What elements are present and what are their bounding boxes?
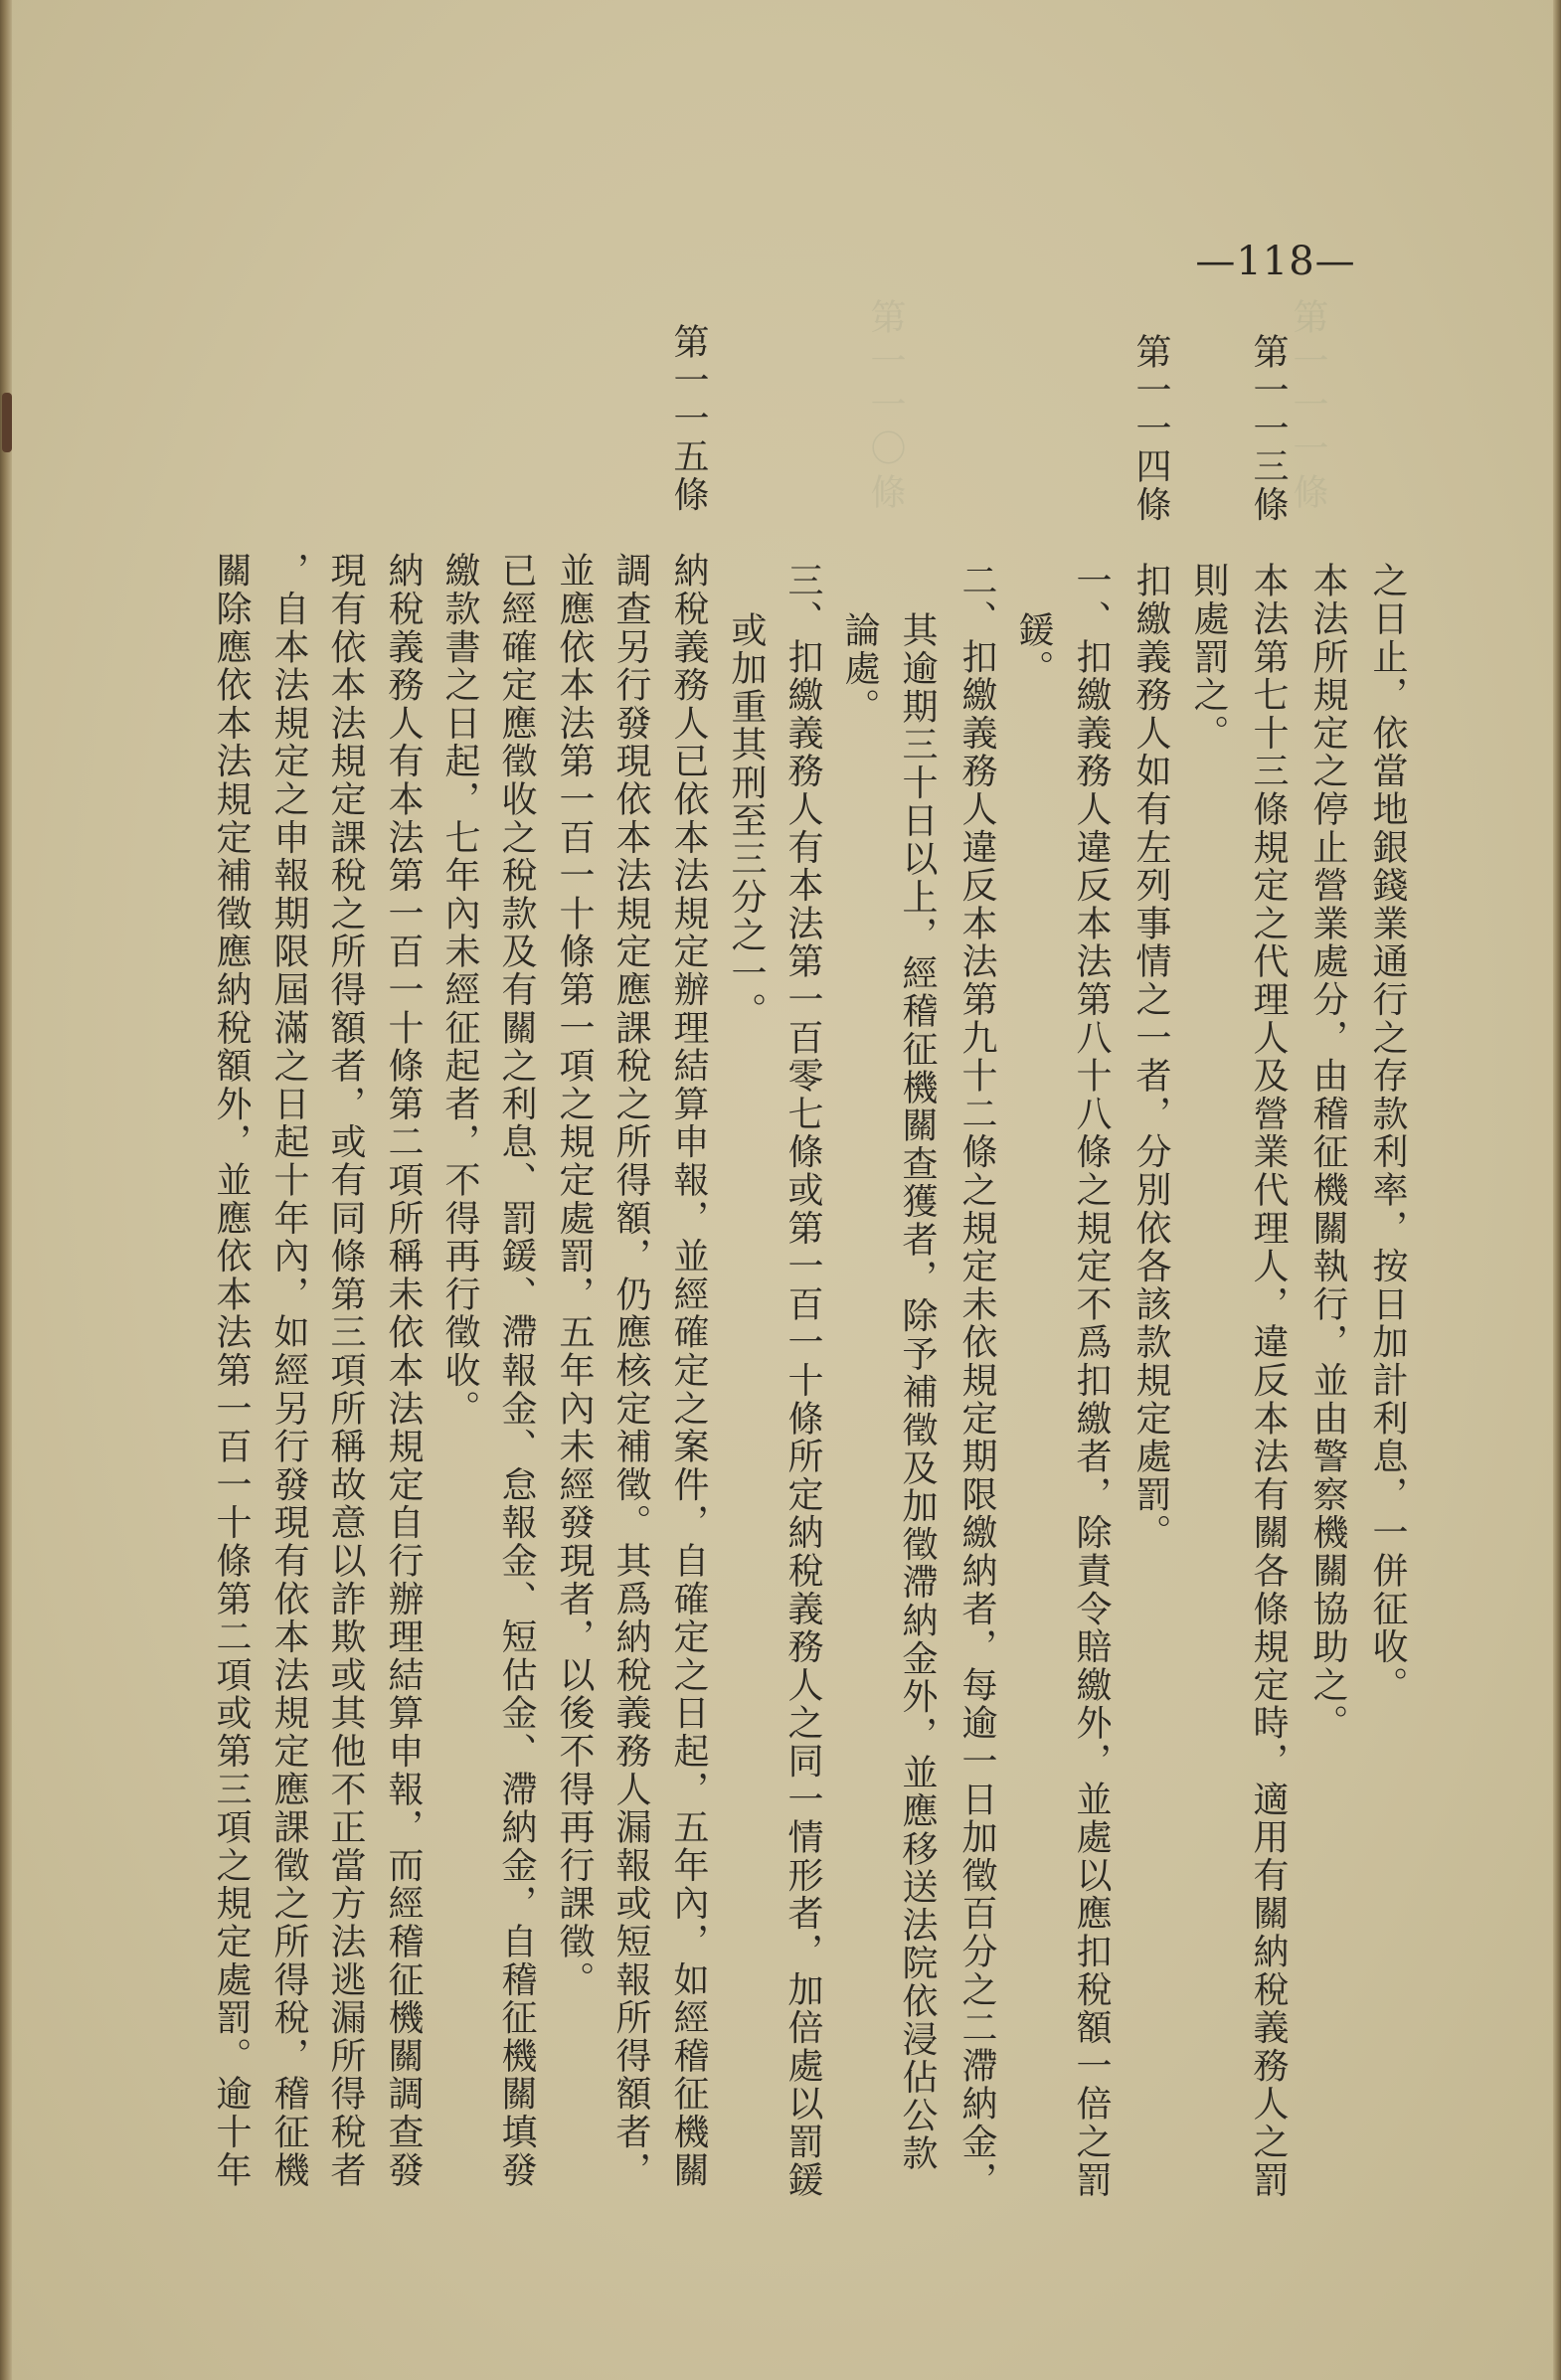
text-column: 並應依本法第一百一十條第一項之規定處罰，五年內未經發現者，以後不得再行課徵。 [554, 552, 595, 1999]
list-item-continuation: 鍰。 [1013, 611, 1054, 688]
bleed-through-text: 第一一〇條 [865, 298, 906, 517]
text-column: 調查另行發現依本法規定應課稅之所得額，仍應核定補徵。其爲納稅義務人漏報或短報所得額者， [610, 552, 651, 2189]
bleed-through-text: 第一一一條 [1288, 298, 1328, 692]
text-column: 則處罰之。 [1188, 562, 1229, 753]
page-right-edge [1553, 0, 1561, 2380]
list-item: 一、扣繳義務人違反本法第八十八條之規定不爲扣繳者，除責令賠繳外，並處以應扣稅額一倍之罰 [1071, 562, 1112, 2199]
binding-edge [0, 0, 12, 2380]
text-column: 繳款書之日起，七年內未經征起者，不得再行徵收。 [439, 552, 480, 1428]
text-column: 扣繳義務人如有左列事情之一者，分別依各該款規定處罰。 [1130, 562, 1171, 1552]
text-column: 本法第七十三條規定之代理人及營業代理人，違反本法有關各條規定時，適用有關納稅義務人之罰 [1248, 562, 1289, 2199]
page-number: —118— [1195, 239, 1356, 284]
article-header: 第一一四條 [1130, 333, 1171, 524]
text-column: 本法所規定之停止營業處分，由稽征機關執行，並由警察機關協助之。 [1307, 562, 1348, 1743]
text-column: 現有依本法規定課稅之所得額者，或有同條第三項所稱故意以詐欺或其他不正當方法逃漏所得稅者 [325, 552, 366, 2189]
list-item-continuation: 論處。 [839, 611, 880, 726]
list-item-continuation: 或加重其刑至三分之一。 [726, 611, 767, 1031]
text-column: 關除應依本法規定補徵應納稅額外，並應依本法第一百一十條第二項或第三項之規定處罰。逾十年 [211, 552, 252, 2189]
text-column: 納稅義務人已依本法規定辦理結算申報，並經確定之案件，自確定之日起，五年內，如經稽征機關 [668, 552, 709, 2189]
article-header: 第一一五條 [668, 323, 709, 514]
list-item: 二、扣繳義務人違反本法第九十二條之規定未依規定期限繳納者，每逾一日加徵百分之二滯納金， [956, 562, 997, 2199]
text-column: 之日止，依當地銀錢業通行之存款利率，按日加計利息，一併征收。 [1367, 562, 1408, 1704]
article-header: 第一一三條 [1248, 333, 1289, 524]
list-item-continuation: 其逾期三十日以上，經稽征機關查獲者，除予補徵及加徵滯納金外，並應移送法院依浸佔公款 [897, 611, 938, 2173]
text-column: ，自本法規定之申報期限屆滿之日起十年內，如經另行發現有依本法規定應課徵之所得稅，稽征機 [268, 552, 309, 2189]
text-column: 已經確定應徵收之稅款及有關之利息、罰鍰、滯報金、怠報金、短估金、滯納金，自稽征機關填發 [496, 552, 537, 2189]
text-column: 納稅義務人有本法第一百一十條第二項所稱未依本法規定自行辦理結算申報，而經稽征機關調查發 [383, 552, 424, 2189]
list-item: 三、扣繳義務人有本法第一百零七條或第一百一十條所定納稅義務人之同一情形者，加倍處以罰鍰 [782, 562, 823, 2199]
